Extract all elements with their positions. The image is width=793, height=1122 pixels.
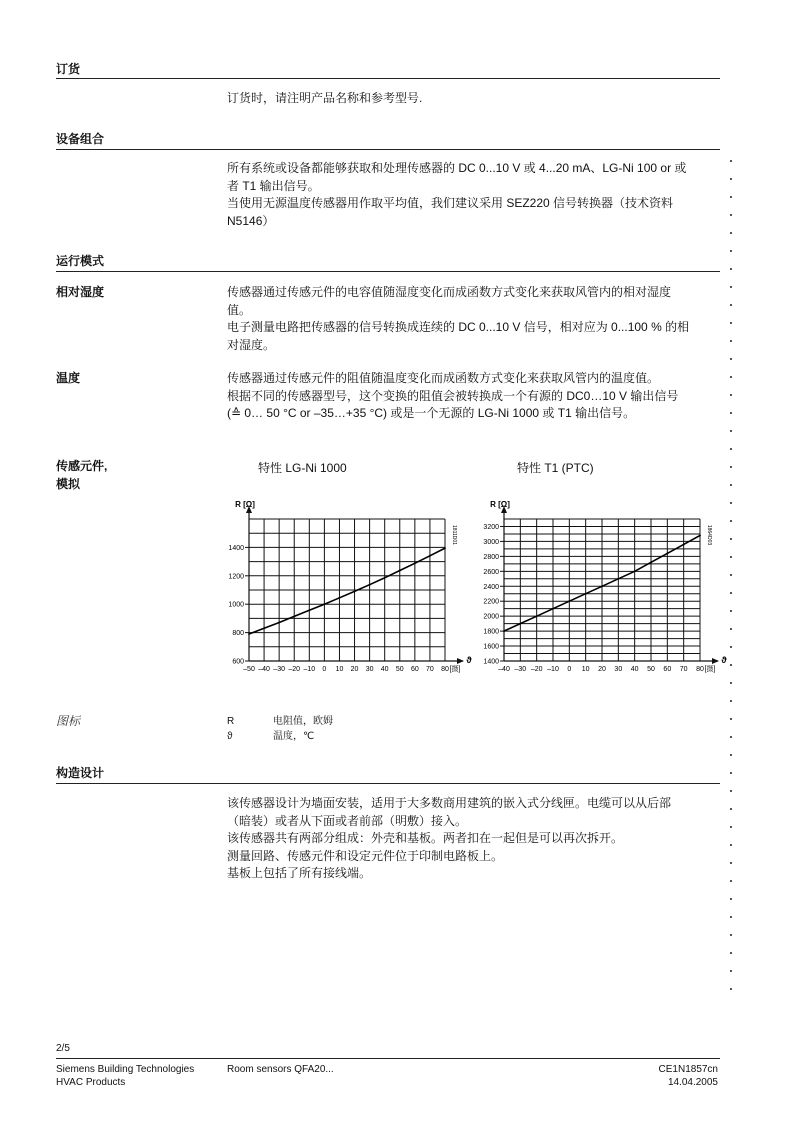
text-line: （暗装）或者从下面或者前部（明敷）接入。 bbox=[227, 813, 468, 828]
footer-doc-info bbox=[659, 1063, 718, 1089]
margin-dot bbox=[730, 916, 732, 918]
margin-dot bbox=[730, 178, 732, 180]
margin-dot bbox=[730, 952, 732, 954]
x-tick-label: –20 bbox=[530, 666, 543, 673]
x-tick-label: –30 bbox=[273, 666, 285, 673]
data-point bbox=[323, 603, 325, 605]
data-point bbox=[399, 570, 401, 572]
y-tick-label: 1400 bbox=[483, 658, 499, 666]
data-point bbox=[552, 608, 554, 610]
combination-paragraph bbox=[227, 160, 717, 230]
y-axis-label: R [Ω] bbox=[235, 500, 255, 509]
legend-description: 温度，℃ bbox=[273, 731, 315, 742]
margin-dot bbox=[730, 340, 732, 342]
data-point bbox=[263, 627, 265, 629]
section-heading-combination: 设备组合 bbox=[56, 132, 105, 146]
section-divider bbox=[56, 271, 720, 272]
section-divider bbox=[56, 149, 720, 150]
margin-dot bbox=[730, 574, 732, 576]
data-point bbox=[683, 544, 685, 546]
margin-dot bbox=[730, 214, 732, 216]
margin-dot bbox=[730, 538, 732, 540]
text-line: 根据不同的传感器型号，这个变换的阻值会被转换成一个有源的 DC0…10 V 输出信号 bbox=[227, 388, 679, 403]
y-tick-label: 1600 bbox=[483, 643, 499, 651]
x-tick-label: 50 bbox=[647, 666, 655, 673]
x-tick-label: –40 bbox=[258, 666, 270, 673]
x-tick-label: 0 bbox=[322, 666, 327, 673]
margin-dot bbox=[730, 394, 732, 396]
margin-dot bbox=[730, 592, 732, 594]
margin-dot bbox=[730, 718, 732, 720]
text-line: N5146） bbox=[227, 213, 275, 228]
margin-dot bbox=[730, 862, 732, 864]
x-tick-label: –40 bbox=[498, 666, 510, 673]
series-line bbox=[249, 548, 445, 634]
text-line: 该传感器共有两部分组成：外壳和基板。两者扣在一起但是可以再次拆开。 bbox=[227, 831, 624, 845]
margin-dot bbox=[730, 790, 732, 792]
data-point bbox=[568, 600, 570, 602]
margin-dot bbox=[730, 520, 732, 522]
margin-dot bbox=[730, 484, 732, 486]
text-line: (≙ 0… 50 °C or –35…+35 °C) 或是一个无源的 LG-Ni 1000 或 T1 输出信号。 bbox=[227, 406, 636, 420]
margin-dot bbox=[730, 610, 732, 612]
x-tick-label: 60 bbox=[663, 666, 672, 673]
y-tick-label: 1800 bbox=[483, 628, 499, 636]
margin-dot bbox=[730, 664, 732, 666]
y-axis-label: R [Ω] bbox=[490, 500, 510, 509]
margin-dot bbox=[730, 754, 732, 756]
temperature-paragraph bbox=[227, 370, 717, 423]
x-tick-label: 40 bbox=[380, 666, 389, 673]
y-tick-label: 2200 bbox=[483, 598, 499, 606]
margin-dot bbox=[730, 826, 732, 828]
margin-dot bbox=[730, 196, 732, 198]
text-line: 者 T1 输出信号。 bbox=[227, 178, 320, 193]
x-tick-label: 60 bbox=[410, 666, 419, 673]
section-heading-construction: 构造设计 bbox=[56, 766, 105, 780]
margin-dotted-line bbox=[730, 160, 734, 1000]
margin-dot bbox=[730, 934, 732, 936]
margin-dot bbox=[730, 736, 732, 738]
legend-symbol: ϑ bbox=[227, 731, 233, 742]
chart-lg-ni1000 bbox=[225, 495, 475, 690]
x-axis-arrow bbox=[712, 658, 719, 664]
legend-label: 图标 bbox=[56, 714, 81, 728]
margin-dot bbox=[730, 448, 732, 450]
margin-dot bbox=[730, 160, 732, 162]
margin-dot bbox=[730, 556, 732, 558]
legend-symbol: R bbox=[227, 716, 235, 727]
y-tick-label: 3200 bbox=[483, 523, 499, 531]
y-tick-label: 800 bbox=[232, 630, 244, 638]
y-tick-label: 1200 bbox=[228, 573, 244, 581]
page-number: 2/5 bbox=[56, 1043, 70, 1054]
x-tick-label: 80 bbox=[696, 666, 704, 673]
footer-company bbox=[56, 1063, 194, 1089]
data-point bbox=[519, 623, 521, 625]
data-point bbox=[617, 578, 619, 580]
margin-dot bbox=[730, 430, 732, 432]
x-tick-label: 30 bbox=[614, 666, 623, 673]
data-point bbox=[429, 555, 431, 557]
text-line: 基板上包括了所有接线端。 bbox=[227, 866, 372, 880]
y-tick-label: 2400 bbox=[483, 583, 499, 591]
margin-dot bbox=[730, 682, 732, 684]
x-tick-label: 40 bbox=[630, 666, 639, 673]
data-point bbox=[354, 591, 356, 593]
margin-dot bbox=[730, 358, 732, 360]
data-point bbox=[444, 547, 446, 549]
footer-company-line: Siemens Building Technologies bbox=[56, 1064, 195, 1075]
chart-title-t1: 特性 T1 (PTC) bbox=[517, 461, 594, 475]
margin-dot bbox=[730, 268, 732, 270]
data-point bbox=[634, 570, 636, 572]
humidity-label: 相对湿度 bbox=[56, 285, 105, 299]
data-point bbox=[293, 616, 295, 618]
x-axis-symbol: ϑ bbox=[466, 655, 472, 665]
y-tick-label: 1400 bbox=[228, 544, 244, 552]
x-tick-label: 50 bbox=[395, 666, 404, 673]
x-tick-label: –10 bbox=[547, 666, 559, 673]
y-tick-label: 600 bbox=[232, 658, 244, 666]
legend-descriptions bbox=[273, 714, 333, 744]
margin-dot bbox=[730, 772, 732, 774]
x-tick-label: –50 bbox=[243, 666, 255, 673]
margin-dot bbox=[730, 304, 732, 306]
x-axis-unit: [摄] bbox=[449, 666, 461, 673]
x-tick-label: 70 bbox=[426, 666, 434, 673]
section-divider bbox=[56, 783, 720, 784]
text-line: 对湿度。 bbox=[227, 337, 276, 352]
text-line: 值。 bbox=[227, 302, 252, 317]
y-tick-label: 2000 bbox=[483, 613, 499, 621]
data-point bbox=[248, 633, 250, 635]
data-point bbox=[339, 597, 341, 599]
data-point bbox=[414, 562, 416, 564]
footer-divider bbox=[56, 1058, 720, 1059]
x-tick-label: –10 bbox=[303, 666, 316, 673]
footer-product: Room sensors QFA20... bbox=[227, 1064, 334, 1075]
data-point bbox=[650, 561, 652, 563]
data-point bbox=[384, 577, 386, 579]
legend-description: 电阻值，欧姆 bbox=[273, 716, 333, 727]
text-line: 电子测量电路把传感器的信号转换成连续的 DC 0...10 V 信号，相对应为 0...100 % 的相 bbox=[227, 320, 690, 334]
construction-paragraph bbox=[227, 795, 717, 883]
data-point bbox=[278, 622, 280, 624]
sensing-element-label bbox=[56, 458, 107, 493]
text-line: 该传感器设计为墙面安装，适用于大多数商用建筑的嵌入式分线匣。电缆可以从后部 bbox=[227, 796, 672, 810]
figure-code: 1864D03 bbox=[706, 524, 712, 546]
data-point bbox=[585, 593, 587, 595]
section-heading-ordering: 订货 bbox=[56, 62, 81, 76]
margin-dot bbox=[730, 286, 732, 288]
x-tick-label: 80 bbox=[441, 666, 449, 673]
x-tick-label: 10 bbox=[335, 666, 344, 673]
margin-dot bbox=[730, 880, 732, 882]
x-tick-label: 20 bbox=[350, 666, 359, 673]
legend-symbols bbox=[227, 714, 234, 744]
margin-dot bbox=[730, 646, 732, 648]
label-line: 模拟 bbox=[56, 476, 81, 491]
margin-dot bbox=[730, 970, 732, 972]
x-tick-label: 10 bbox=[581, 666, 590, 673]
y-tick-label: 1000 bbox=[228, 601, 244, 609]
margin-dot bbox=[730, 628, 732, 630]
x-tick-label: 70 bbox=[679, 666, 688, 673]
chart-title-lg-ni1000: 特性 LG-Ni 1000 bbox=[258, 461, 347, 475]
figure-code: 1811D01 bbox=[451, 525, 457, 545]
data-point bbox=[601, 585, 603, 587]
margin-dot bbox=[730, 376, 732, 378]
data-point bbox=[666, 552, 668, 554]
text-line: 测量回路、传感元件和设定元件位于印制电路板上。 bbox=[227, 848, 504, 863]
data-point bbox=[536, 615, 538, 617]
margin-dot bbox=[730, 232, 732, 234]
margin-dot bbox=[730, 502, 732, 504]
footer-date: 14.04.2005 bbox=[667, 1077, 718, 1088]
x-axis-arrow bbox=[457, 658, 464, 664]
x-tick-label: 0 bbox=[567, 666, 572, 673]
margin-dot bbox=[730, 808, 732, 810]
chart-t1-ptc bbox=[480, 495, 730, 690]
margin-dot bbox=[730, 322, 732, 324]
humidity-paragraph bbox=[227, 284, 717, 354]
margin-dot bbox=[730, 466, 732, 468]
data-point bbox=[699, 535, 701, 537]
margin-dot bbox=[730, 844, 732, 846]
margin-dot bbox=[730, 412, 732, 414]
y-tick-label: 3000 bbox=[483, 538, 499, 546]
margin-dot bbox=[730, 988, 732, 990]
x-tick-label: –20 bbox=[288, 666, 301, 673]
footer-doc-id: CE1N1857cn bbox=[658, 1064, 718, 1075]
ordering-text: 订货时，请注明产品名称和参考型号. bbox=[227, 91, 423, 105]
text-line: 传感器通过传感元件的电容值随湿度变化而成函数方式变化来获取风管内的相对湿度 bbox=[227, 285, 672, 299]
x-tick-label: 30 bbox=[365, 666, 374, 673]
x-tick-label: –30 bbox=[514, 666, 527, 673]
margin-dot bbox=[730, 250, 732, 252]
x-axis-unit: [摄] bbox=[704, 666, 716, 673]
footer-company-line: HVAC Products bbox=[56, 1077, 126, 1088]
section-divider bbox=[56, 78, 720, 79]
label-line: 传感元件, bbox=[56, 459, 108, 473]
text-line: 所有系统或设备都能够获取和处理传感器的 DC 0...10 V 或 4...20 mA、LG-Ni 100 or 或 bbox=[227, 161, 687, 175]
temperature-label: 温度 bbox=[56, 371, 81, 385]
text-line: 当使用无源温度传感器用作取平均值，我们建议采用 SEZ220 信号转换器（技术资料 bbox=[227, 196, 674, 210]
text-line: 传感器通过传感元件的阻值随温度变化而成函数方式变化来获取风管内的温度值。 bbox=[227, 371, 660, 385]
margin-dot bbox=[730, 898, 732, 900]
data-point bbox=[369, 584, 371, 586]
x-axis-symbol: ϑ bbox=[721, 655, 727, 665]
margin-dot bbox=[730, 700, 732, 702]
y-tick-label: 2800 bbox=[483, 553, 499, 561]
x-tick-label: 20 bbox=[598, 666, 606, 673]
section-heading-operation: 运行模式 bbox=[56, 254, 105, 268]
data-point bbox=[308, 609, 310, 611]
data-point bbox=[503, 630, 505, 632]
y-tick-label: 2600 bbox=[483, 568, 499, 576]
